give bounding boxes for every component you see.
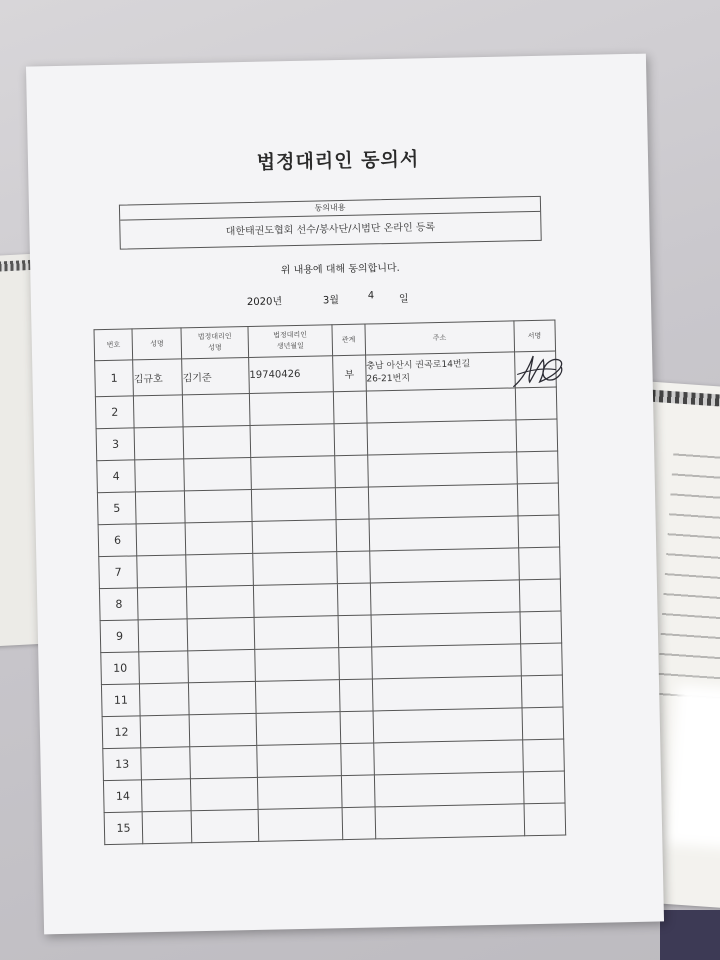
row-number: 2: [95, 396, 134, 429]
address-line2: 26-21번지: [366, 373, 411, 385]
consent-box-content: 대한태권도협회 선수/봉사단/시범단 온라인 등록: [225, 222, 436, 238]
header-guardian-name: [181, 326, 249, 358]
address: [365, 352, 514, 391]
row-number: 9: [100, 620, 139, 653]
row-number: 3: [96, 428, 135, 461]
relation: 부: [333, 355, 367, 392]
row-number: 10: [101, 652, 140, 685]
date-day-label: 일: [398, 293, 409, 305]
guardian-signature-table: [93, 320, 566, 846]
row-number: 15: [104, 812, 143, 845]
row-number: 4: [97, 460, 136, 493]
light-glare: [666, 684, 720, 849]
row-number: 11: [101, 684, 140, 717]
row-number: 1: [95, 360, 134, 397]
row-number: 7: [99, 556, 138, 589]
header-guardian-birth-line2: 생년월일: [276, 341, 304, 351]
student-name: 김규호: [133, 359, 183, 396]
header-guardian-birth: [248, 325, 333, 358]
header-guardian-name-line1: 법정대리인: [197, 332, 232, 342]
handwritten-signature: [509, 347, 568, 392]
header-address: 주소: [365, 321, 514, 355]
header-no: 번호: [94, 329, 133, 361]
row-number: 13: [103, 748, 142, 781]
row-number: 14: [103, 780, 142, 813]
signature-cell: [514, 351, 556, 388]
row-number: 8: [99, 588, 138, 621]
header-guardian-name-line2: 성명: [208, 343, 222, 352]
date-day: 4: [367, 290, 375, 302]
header-name: 성명: [132, 328, 181, 360]
consent-content-box: [119, 196, 542, 250]
address-line1: 충남 아산시 권곡로14번길: [366, 358, 471, 372]
date-month: 3월: [322, 295, 340, 307]
consent-form-paper: [26, 54, 664, 935]
row-number: 12: [102, 716, 141, 749]
row-number: 6: [98, 524, 137, 557]
background-text-lines: [656, 443, 720, 709]
agreement-statement: 위 내용에 대해 동의합니다.: [280, 262, 400, 277]
header-guardian-birth-line1: 법정대리인: [273, 330, 308, 340]
background-object: [660, 910, 720, 960]
consent-box-header: 동의내용: [120, 197, 540, 221]
row-number: 5: [97, 492, 136, 525]
header-relation: 관계: [332, 324, 366, 356]
guardian-name: 김기준: [182, 357, 250, 394]
date-year: 2020년: [246, 296, 283, 309]
guardian-birthdate: 19740426: [249, 356, 334, 394]
header-signature: 서명: [513, 320, 555, 352]
document-title: 법정대리인 동의서: [256, 148, 420, 174]
decorative-border: [643, 389, 720, 410]
